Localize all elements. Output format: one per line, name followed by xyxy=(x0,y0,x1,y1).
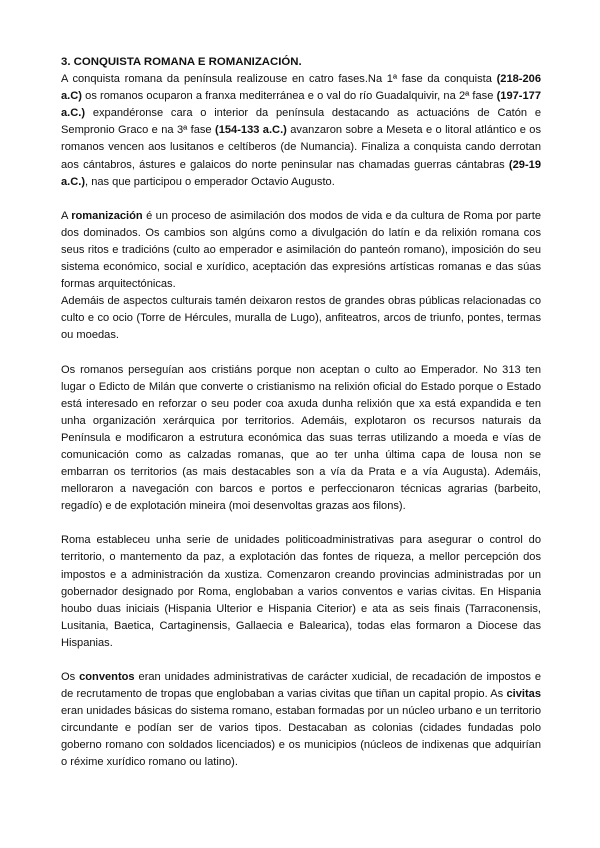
date-range-phase-2: (197-177 a.C.) xyxy=(61,90,541,120)
date-range-phase-1: (218-206 a.C) xyxy=(61,73,541,103)
text-run: eran unidades básicas do sistema romano, estaban formadas por un núcleo urbano e un territorio circundante e podían ser de varios tipos. Destacaban as colonias (cidades fundadas polo goberno romano con soldados licenciados) e os municipios (núcleos de indixenas que adquirían o réxime xurídico romano ou latino). xyxy=(61,705,541,769)
text-run: expandéronse cara o interior da península destacando as actuacións de Catón e Sempronio Graco e na 3ª fase xyxy=(61,107,541,137)
text-run: os romanos ocuparon a franxa mediterránea e o val do río Guadalquivir, na 2ª fase xyxy=(81,90,497,103)
text-run: A conquista romana da península realizouse en catro fases.Na 1ª fase da conquista xyxy=(61,73,497,86)
term-conventos: conventos xyxy=(79,671,135,683)
date-range-phase-3: (154-133 a.C.) xyxy=(215,124,287,137)
document-body xyxy=(61,54,541,772)
paragraph-administration: Roma estableceu unha serie de unidades politicoadministrativas para asegurar o control do territorio, o mantemento da paz, a explotación das fontes de riqueza, a mellor percepción dos impostos e a administración da xustiza. Comenzaron creando provincias administradas por un gobernador designado por Roma, englobaban a varios conventos e varias civitas. En Hispania houbo duas iniciais (Hispania Ulterior e Hispania Citerior) e ata as seis finais (Tarraconensis, Lusitania, Baetica, Cartaginensis, Gallaecia e Balearica), todas elas formaron a Diocese das Hispanias. xyxy=(61,534,541,649)
paragraph-gap xyxy=(61,515,541,532)
term-civitas: civitas xyxy=(506,688,541,701)
text-run: é un proceso de asimilación dos modos de vida e da cultura de Roma por parte dos dominados. Os cambios son algúns como a divulgación do latín e da relixión romana cos seus ritos e tradicións (culto ao emperador e asimilación do panteón romano), imposición do seu sistema económico, social e xurídico, aceptación das expresións artísticas romanas e das súas formas arquitectónicas. xyxy=(61,209,541,291)
paragraph-christianity-economy: Os romanos perseguían aos cristiáns porque non aceptan o culto ao Emperador. No 313 ten lugar o Edicto de Milán que converte o cristianismo na relixión oficial do Estado porque o Estado está interesado en reforzar o seu poder coa axuda dunha relixión que xa está expandida e ten unha organización xerárquica por territorios. Ademáis, explotaron os recursos naturais da Península e modificaron a estrutura económica das suas terras utilizando a moeda e vías de comunicación como as calzadas romanas, que ao ter unha última capa de lousa non se embarran os territorios (as mais destacables son a vía da Prata e a vía Augusta). Ademáis, melloraron a navegación con barcos e portos e perfeccionaron técnicas agrarias (barbeito, regadío) e de explotación mineira (moi desenvoltas grazas aos filons). xyxy=(61,363,541,513)
text-run: Os xyxy=(61,671,80,683)
paragraph-romanization xyxy=(61,208,541,293)
paragraph-gap xyxy=(61,652,541,669)
paragraph-conquest-phases xyxy=(61,71,541,191)
paragraph-public-works: Ademáis de aspectos culturais tamén deixaron restos de grandes obras públicas relacionadas co culto e co ocio (Torre de Hércules, muralla de Lugo), anfiteatros, arcos de triunfo, pontes, termas ou moedas. xyxy=(61,295,541,342)
section-heading: 3. CONQUISTA ROMANA E ROMANIZACIÓN. xyxy=(61,56,302,68)
text-run: A xyxy=(61,209,72,222)
text-run: avanzaron sobre a Meseta e o litoral atlántico e os romanos vencen aos lusitanos e celtíberos (de Numancia). Finaliza a conquista cando derrotan aos cántabros, ástures e galaicos do norte peninsular nas chamadas guerras cántabras xyxy=(61,124,541,171)
date-range-cantabrian-wars: (29-19 a.C.) xyxy=(61,158,541,188)
paragraph-gap xyxy=(61,191,541,208)
text-run: , nas que participou o emperador Octavio Augusto. xyxy=(85,175,335,188)
term-romanizacion: romanización xyxy=(71,209,143,222)
paragraph-conventos-civitas xyxy=(61,669,541,772)
text-run: eran unidades administrativas de carácter xudicial, de recadación de impostos e de recrutamento de tropas que englobaban a varias civitas que tiñan un capital propio. As xyxy=(61,671,541,701)
paragraph-gap xyxy=(61,345,541,362)
